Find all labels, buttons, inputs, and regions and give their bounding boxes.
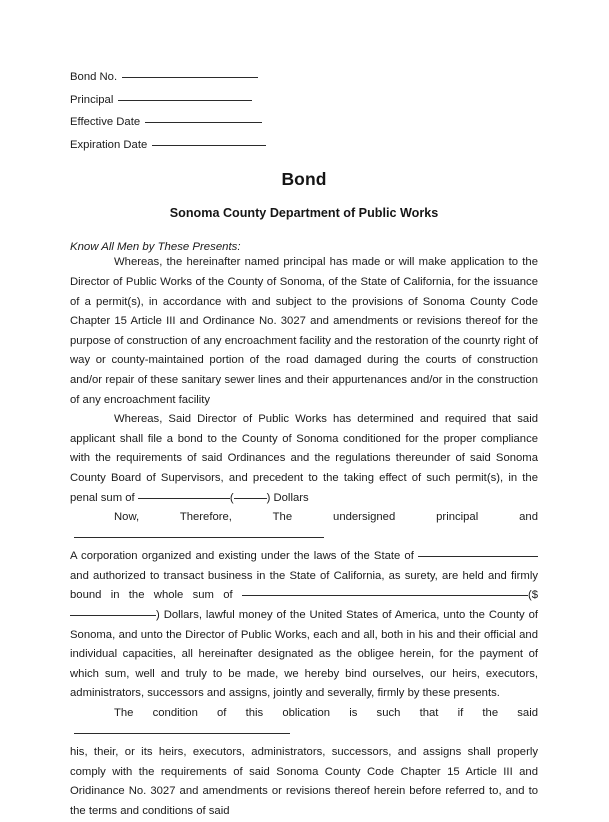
paragraph-whereas-one: Whereas, the hereinafter named principal has made or will make application to the Director of Public Works of the County of Sonoma, of the State of California, for the issuance of a permit(s), in accordance with and subject to the provisions of Sonoma County Code Chapter 15 Article III and Ordinance No. 3027 and amendments or revisions thereof for the purpose of construction of any encroachment facility and the restoration of the counrty right of way or county-maintained portion of the road damaged during the courts of construction and/or repair of these sanitary sewer lines and their appurtenances and/or in the construction of any encroachment facility bbox=[70, 256, 538, 406]
paragraph-condition bbox=[70, 704, 538, 743]
now-therefore-text: Now, Therefore, The undersigned principal and bbox=[114, 511, 538, 524]
field-row-bond-no bbox=[70, 66, 538, 89]
know-all-men-lead: Know All Men by These Presents: bbox=[70, 241, 241, 254]
blank-whole-sum-figures[interactable] bbox=[70, 615, 156, 616]
paragraph-whereas-two-text-c: ) Dollars bbox=[266, 491, 309, 504]
paragraph-whereas-two bbox=[70, 410, 538, 508]
blank-penal-sum-figures[interactable] bbox=[234, 498, 267, 499]
paragraph-now-therefore bbox=[70, 508, 538, 547]
corporation-text-c: ($ bbox=[527, 589, 538, 602]
field-label-effective-date: Effective Date bbox=[70, 116, 141, 129]
blank-whole-sum-words[interactable] bbox=[242, 595, 528, 596]
field-row-principal bbox=[70, 89, 538, 112]
field-blank-bond-no[interactable] bbox=[122, 77, 258, 78]
document-subtitle: Sonoma County Department of Public Works bbox=[169, 206, 439, 221]
field-label-bond-no: Bond No. bbox=[70, 71, 118, 83]
field-row-effective-date bbox=[70, 111, 538, 134]
paragraph-whereas-two-text-b: ( bbox=[229, 491, 234, 504]
document-content bbox=[70, 0, 538, 822]
paragraph-closing: his, their, or its heirs, executors, administrators, successors, and assigns shall properly comply with the requirements of said Sonoma County Code Chapter 15 Article III and Oridinance No. 3027 and amendments or revisions thereof herein before referred to, and to the terms and conditions of said bbox=[70, 746, 538, 817]
blank-principal-name[interactable] bbox=[74, 733, 290, 734]
field-label-expiration-date: Expiration Date bbox=[70, 138, 148, 151]
corporation-text-b: and authorized to transact business in the State of California, as surety, are held and firmly bound in the whole sum of bbox=[70, 569, 538, 602]
field-blank-effective-date[interactable] bbox=[145, 122, 262, 123]
corporation-text-d: ) Dollars, lawful money of the United States of America, unto the County of Sonoma, and unto the Director of Public Works, each and all, both in his and their official and individual capacities, all hereinafter designated as the obligee herein, for the payment of which sum, well and truly to be made, we hereby bind ourselves, our heirs, executors, administrators, successors and assigns, jointly and severally, firmly by these presents. bbox=[70, 609, 538, 700]
field-row-expiration-date bbox=[70, 134, 538, 157]
field-label-principal: Principal bbox=[70, 93, 114, 106]
document-title: Bond bbox=[281, 169, 327, 190]
header-fields bbox=[70, 66, 538, 156]
corporation-text-a: A corporation organized and existing under the laws of the State of bbox=[70, 550, 418, 563]
field-blank-principal[interactable] bbox=[118, 100, 252, 101]
paragraph-whereas-two-text-a: Whereas, Said Director of Public Works has determined and required that said applicant shall file a bond to the County of Sonoma conditioned for the proper compliance with the requirements of said Ordinances and the regulations thereunder of said Sonoma County Board of Supervisors, and precedent to the taking effect of such permit(s), in the penal sum of bbox=[70, 413, 538, 504]
condition-text: The condition of this oblication is such that if the said bbox=[114, 707, 538, 720]
blank-penal-sum-words[interactable] bbox=[138, 498, 230, 499]
paragraph-corporation bbox=[70, 547, 538, 704]
blank-state-of-incorporation[interactable] bbox=[418, 556, 538, 557]
blank-surety-name[interactable] bbox=[74, 537, 324, 538]
field-blank-expiration-date[interactable] bbox=[152, 145, 266, 146]
